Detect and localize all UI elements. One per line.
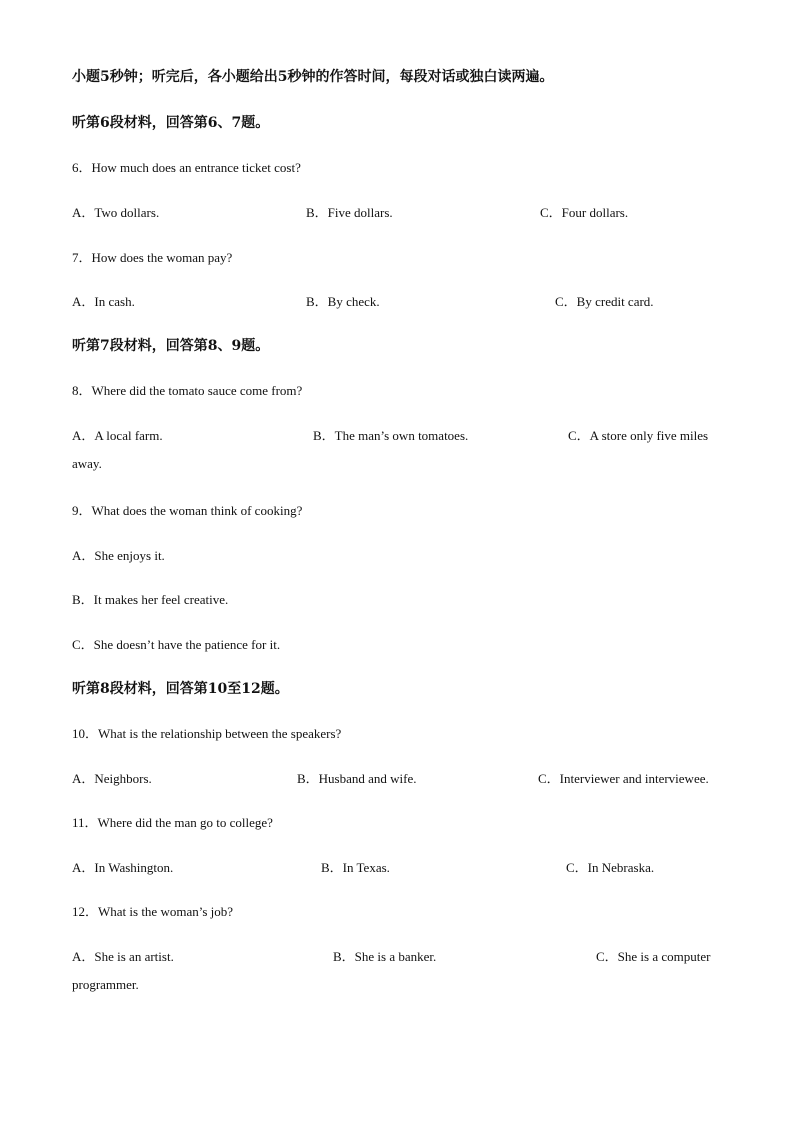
option-c: C．Interviewer and interviewee. [538, 771, 709, 786]
option-b: B．In Texas. [321, 860, 390, 875]
option-a: A．A local farm. [72, 428, 163, 443]
question-stem: 8．Where did the tomato sauce come from? [72, 383, 303, 398]
option-b: B．Husband and wife. [297, 771, 417, 786]
option-b: B．It makes her feel creative. [72, 592, 229, 607]
option-a: A．She is an artist. [72, 949, 174, 964]
option-c: C．By credit card. [555, 294, 654, 309]
option-c: C．Four dollars. [540, 205, 629, 220]
question-stem: 9．What does the woman think of cooking? [72, 503, 303, 518]
option-continuation: programmer. [72, 977, 139, 992]
section-heading: 听第6段材料，回答第6、7题。 [72, 115, 270, 131]
option-a: A．Two dollars. [72, 205, 160, 220]
option-b: B．The man’s own tomatoes. [313, 428, 469, 443]
question-stem: 6．How much does an entrance ticket cost? [72, 160, 301, 175]
option-a: A．Neighbors. [72, 771, 152, 786]
option-a: A．In cash. [72, 294, 135, 309]
question-stem: 7．How does the woman pay? [72, 250, 233, 265]
option-b: B．By check. [306, 294, 380, 309]
option-c: C．A store only five miles [568, 428, 709, 443]
section-heading: 听第7段材料，回答第8、9题。 [72, 338, 270, 354]
option-a: A．In Washington. [72, 860, 174, 875]
question-stem: 11．Where did the man go to college? [72, 815, 273, 830]
option-a: A．She enjoys it. [72, 548, 165, 563]
question-stem: 12．What is the woman’s job? [72, 904, 234, 919]
option-c: C．She doesn’t have the patience for it. [72, 637, 281, 652]
instructions-text: 小题5秒钟；听完后，各小题给出5秒钟的作答时间，每段对话或独白读两遍。 [72, 69, 554, 85]
option-c: C．In Nebraska. [566, 860, 655, 875]
option-b: B．Five dollars. [306, 205, 393, 220]
question-stem: 10．What is the relationship between the speakers? [72, 726, 342, 741]
option-continuation: away. [72, 456, 102, 471]
option-c: C．She is a computer [596, 949, 711, 964]
option-b: B．She is a banker. [333, 949, 437, 964]
section-heading: 听第8段材料，回答第10至12题。 [72, 681, 289, 697]
